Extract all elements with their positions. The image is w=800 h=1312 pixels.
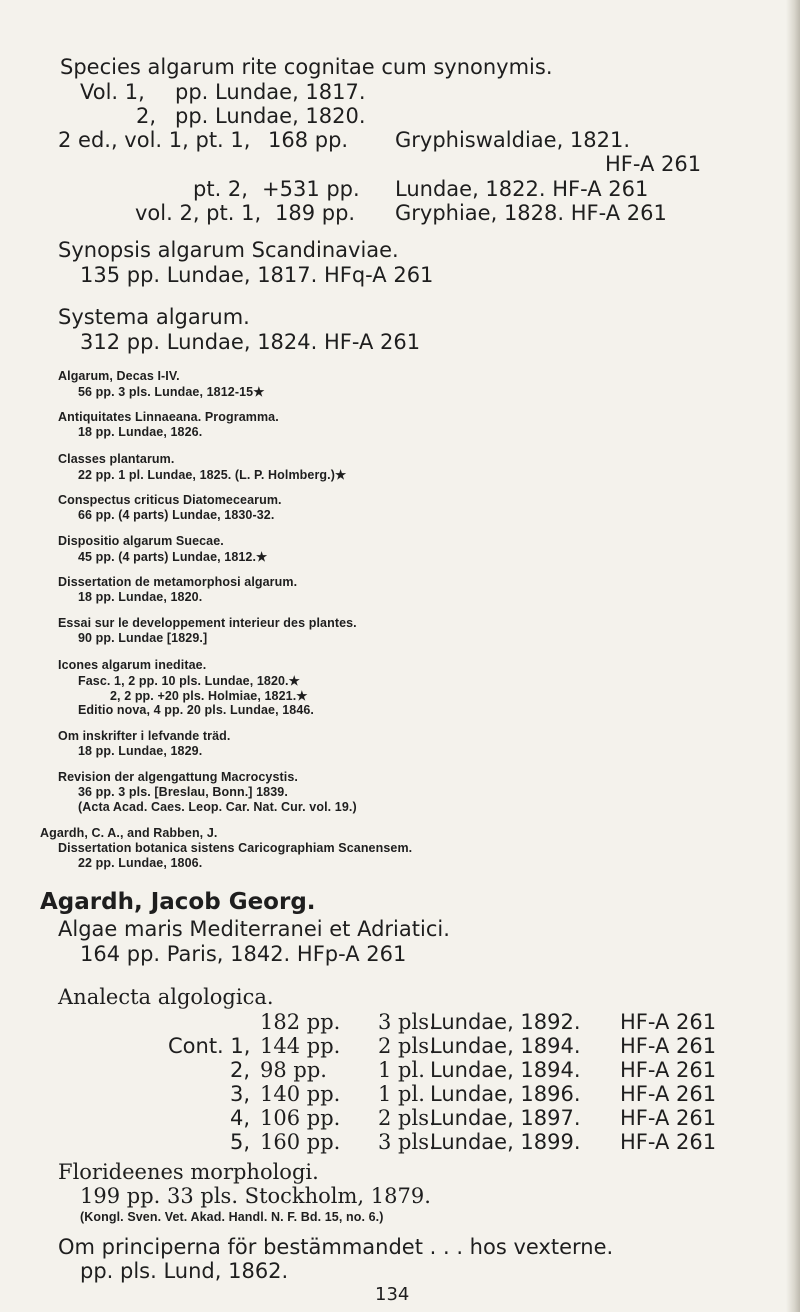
- cell-pls: 2 pls.: [378, 1034, 436, 1058]
- cell-pls: 2 pls.: [378, 1106, 436, 1130]
- cell-call: HF-A 261: [620, 1034, 717, 1058]
- row-c: HF-A 261: [605, 152, 702, 176]
- floride-title: Florideenes morphologi.: [58, 1160, 319, 1184]
- synopsis-title: Synopsis algarum Scandinaviae.: [58, 238, 399, 262]
- cell-call: HF-A 261: [620, 1082, 717, 1106]
- analecta-table: [0, 1010, 780, 1170]
- row-a: Vol. 1,: [80, 80, 145, 104]
- small-entry-line: 18 pp. Lundae, 1829.: [78, 744, 203, 758]
- algae-title: Algae maris Mediterranei et Adriatici.: [58, 917, 450, 941]
- row-a: 2,: [136, 104, 157, 128]
- small-entry-line: 36 pp. 3 pls. [Breslau, Bonn.] 1839.: [78, 785, 288, 799]
- systema-detail: 312 pp. Lundae, 1824. HF-A 261: [80, 330, 421, 354]
- cell-label: Cont. 1,: [168, 1034, 251, 1058]
- small-entry-title: Algarum, Decas I-IV.: [58, 369, 180, 383]
- small-entry-line: 90 pp. Lundae [1829.]: [78, 631, 208, 645]
- small-entry-title: Dispositio algarum Suecae.: [58, 534, 224, 548]
- systema-title: Systema algarum.: [58, 305, 250, 329]
- page-number: 134: [375, 1284, 410, 1305]
- small-entry-title: Dissertation de metamorphosi algarum.: [58, 575, 298, 589]
- author-heading-small: Agardh, C. A., and Rabben, J.: [40, 826, 218, 840]
- row-a: 2 ed., vol. 1, pt. 1,: [58, 128, 251, 152]
- cell-pls: 1 pl.: [378, 1058, 425, 1082]
- small-entry-title: Icones algarum ineditae.: [58, 658, 207, 672]
- page-edge: [786, 0, 800, 1312]
- author-heading: Agardh, Jacob Georg.: [40, 889, 316, 915]
- small-entry-title: Conspectus criticus Diatomecearum.: [58, 493, 282, 507]
- algae-detail: 164 pp. Paris, 1842. HFp-A 261: [80, 942, 407, 966]
- small-entry-line: 22 pp. Lundae, 1806.: [78, 856, 203, 870]
- small-entry-line: Fasc. 1, 2 pp. 10 pls. Lundae, 1820.★: [78, 674, 300, 688]
- om-detail: pp. pls. Lund, 1862.: [80, 1259, 289, 1283]
- small-entry-title: Classes plantarum.: [58, 452, 175, 466]
- cell-call: HF-A 261: [620, 1130, 717, 1154]
- small-entry-title: Essai sur le developpement interieur des plantes.: [58, 616, 357, 630]
- cell-call: HF-A 261: [620, 1106, 717, 1130]
- small-entry-line: 45 pp. (4 parts) Lundae, 1812.★: [78, 550, 268, 564]
- cell-label: 3,: [230, 1082, 251, 1106]
- small-entry-title: Dissertation botanica sistens Caricographiam Scanensem.: [58, 841, 413, 855]
- small-entry-line: 66 pp. (4 parts) Lundae, 1830-32.: [78, 508, 275, 522]
- floride-detail: 199 pp. 33 pls. Stockholm, 1879.: [80, 1184, 431, 1208]
- floride-note: (Kongl. Sven. Vet. Akad. Handl. N. F. Bd. 15, no. 6.): [80, 1210, 384, 1224]
- small-entry-title: Revision der algengattung Macrocystis.: [58, 770, 298, 784]
- small-entry-title: Antiquitates Linnaeana. Programma.: [58, 410, 279, 424]
- small-entry-line: 56 pp. 3 pls. Lundae, 1812-15★: [78, 385, 265, 399]
- row-b: 168 pp.: [268, 128, 349, 152]
- cell-pp: 98 pp.: [260, 1058, 327, 1082]
- synopsis-detail: 135 pp. Lundae, 1817. HFq-A 261: [80, 263, 434, 287]
- cell-pp: 182 pp.: [260, 1010, 341, 1034]
- row-c: Lundae, 1822. HF-A 261: [395, 177, 649, 201]
- cell-pls: 3 pls.: [378, 1130, 436, 1154]
- cell-pls: 3 pls.: [378, 1010, 436, 1034]
- row-a: vol. 2, pt. 1,: [135, 201, 262, 225]
- row-b: pp. Lundae, 1820.: [175, 104, 366, 128]
- cell-place: Lundae, 1894.: [430, 1058, 581, 1082]
- small-entry-line: (Acta Acad. Caes. Leop. Car. Nat. Cur. vol. 19.): [78, 800, 357, 814]
- small-entry-line: Editio nova, 4 pp. 20 pls. Lundae, 1846.: [78, 703, 315, 717]
- row-b: 189 pp.: [275, 201, 356, 225]
- entry-title: Species algarum rite cognitae cum synonymis.: [60, 55, 553, 79]
- cell-pp: 160 pp.: [260, 1130, 341, 1154]
- cell-call: HF-A 261: [620, 1058, 717, 1082]
- om-title: Om principerna för bestämmandet . . . hos vexterne.: [58, 1235, 614, 1259]
- cell-call: HF-A 261: [620, 1010, 717, 1034]
- row-c: Gryphiae, 1828. HF-A 261: [395, 201, 667, 225]
- cell-label: 5,: [230, 1130, 251, 1154]
- cell-pp: 140 pp.: [260, 1082, 341, 1106]
- row-a: pt. 2,: [193, 177, 248, 201]
- cell-label: 4,: [230, 1106, 251, 1130]
- cell-pp: 144 pp.: [260, 1034, 341, 1058]
- cell-place: Lundae, 1897.: [430, 1106, 581, 1130]
- cell-place: Lundae, 1899.: [430, 1130, 581, 1154]
- cell-place: Lundae, 1894.: [430, 1034, 581, 1058]
- small-entry-line: 2, 2 pp. +20 pls. Holmiae, 1821.★: [110, 689, 308, 703]
- row-b: +531 pp.: [262, 177, 360, 201]
- cell-pls: 1 pl.: [378, 1082, 425, 1106]
- cell-pp: 106 pp.: [260, 1106, 341, 1130]
- small-entry-line: 18 pp. Lundae, 1826.: [78, 425, 203, 439]
- cell-place: Lundae, 1892.: [430, 1010, 581, 1034]
- analecta-title: Analecta algologica.: [58, 985, 274, 1009]
- row-c: Gryphiswaldiae, 1821.: [395, 128, 631, 152]
- cell-place: Lundae, 1896.: [430, 1082, 581, 1106]
- small-entry-title: Om inskrifter i lefvande träd.: [58, 729, 231, 743]
- row-b: pp. Lundae, 1817.: [175, 80, 366, 104]
- small-entry-line: 22 pp. 1 pl. Lundae, 1825. (L. P. Holmberg.)★: [78, 468, 347, 482]
- cell-label: 2,: [230, 1058, 251, 1082]
- small-entry-line: 18 pp. Lundae, 1820.: [78, 590, 203, 604]
